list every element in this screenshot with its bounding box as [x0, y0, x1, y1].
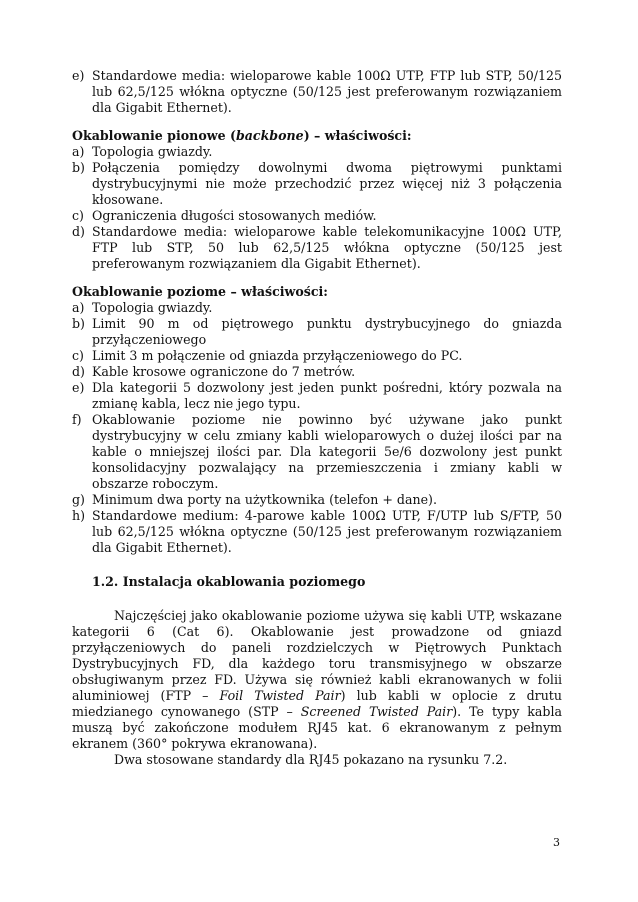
- body-paragraph: Najczęściej jako okablowanie poziome używa się kabli UTP, wskazane kategorii 6 (Cat 6). Okablowanie jest prowadzone od gniazd przyłączeniowych do paneli rozdzielczych w Piętrowych Punktach Dystrybucyjnych FD, dla każdego toru transmisyjnego w obszarze obsługiwanym przez FD. Używa się również kabli ekranowanych w folii aluminiowej (FTP – Foil Twisted Pair) lub kabli w oplocie z drutu miedzianego cynowanego (STP – Screened Twisted Pair). Te typy kabla muszą być zakończone modułem RJ45 kat. 6 ekranowanym z pełnym ekranem (360° pokrywa ekranowana).: [72, 608, 563, 751]
- section-title: Instalacja okablowania poziomego: [122, 574, 366, 589]
- list-item: d) Standardowe media: wieloparowe kable telekomunikacyjne 100Ω UTP, FTP lub STP, 50 lub 62,5/125 włókna optyczne (50/125 jest preferowanym rozwiązaniem dla Gigabit Ethernet).: [72, 224, 562, 271]
- backbone-heading-em: backbone: [235, 128, 304, 143]
- page-number: 3: [553, 836, 560, 849]
- list-item: d) Kable krosowe ograniczone do 7 metrów.: [72, 364, 356, 379]
- list-item-media: [72, 68, 562, 116]
- horizontal-heading: Okablowanie poziome – właściwości:: [72, 284, 328, 299]
- list-item: g) Minimum dwa porty na użytkownika (telefon + dane).: [72, 492, 437, 507]
- list-item: f) Okablowanie poziome nie powinno być używane jako punkt dystrybucyjny w celu zmiany kabli wieloparowych o dużej ilości par na kable o mniejszej ilości par. Dla kategorii 5e/6 dozwolony jest punkt konsolidacyjny pozwalający na przemieszczenia i zmiany kabli w obszarze roboczym.: [72, 412, 562, 491]
- list-item: e) Dla kategorii 5 dozwolony jest jeden punkt pośredni, który pozwala na zmianę kabla, lecz nie jego typu.: [72, 380, 562, 411]
- page-content: [72, 68, 562, 768]
- list-item: c) Limit 3 m połączenie od gniazda przyłączeniowego do PC.: [72, 348, 463, 363]
- section-number: 1.2.: [92, 574, 119, 589]
- body-paragraph-2: Dwa stosowane standardy dla RJ45 pokazano na rysunku 7.2.: [114, 752, 508, 767]
- backbone-heading: Okablowanie pionowe (backbone) – właściwości:: [72, 128, 412, 143]
- list-item-label: e): [72, 68, 85, 83]
- list-item: b) Połączenia pomiędzy dowolnymi dwoma piętrowymi punktami dystrybucyjnymi nie może przechodzić przez więcej niż 3 połączenia kłosowane.: [72, 160, 562, 207]
- list-item: a) Topologia gwiazdy.: [72, 300, 213, 315]
- backbone-list: [72, 144, 562, 272]
- list-item-text: Standardowe media: wieloparowe kable 100Ω UTP, FTP lub STP, 50/125 lub 62,5/125 włókna optyczne (50/125 jest preferowanym rozwiązaniem dla Gigabit Ethernet).: [92, 68, 562, 115]
- list-item: c) Ograniczenia długości stosowanych mediów.: [72, 208, 377, 223]
- section-heading: [72, 574, 562, 590]
- list-item: b) Limit 90 m od piętrowego punktu dystrybucyjnego do gniazda przyłączeniowego: [72, 316, 562, 347]
- list-item: h) Standardowe medium: 4-parowe kable 100Ω UTP, F/UTP lub S/FTP, 50 lub 62,5/125 włókna optyczne (50/125 jest preferowanym rozwiązaniem dla Gigabit Ethernet).: [72, 508, 562, 555]
- list-item: a) Topologia gwiazdy.: [72, 144, 213, 159]
- horizontal-list: [72, 300, 562, 556]
